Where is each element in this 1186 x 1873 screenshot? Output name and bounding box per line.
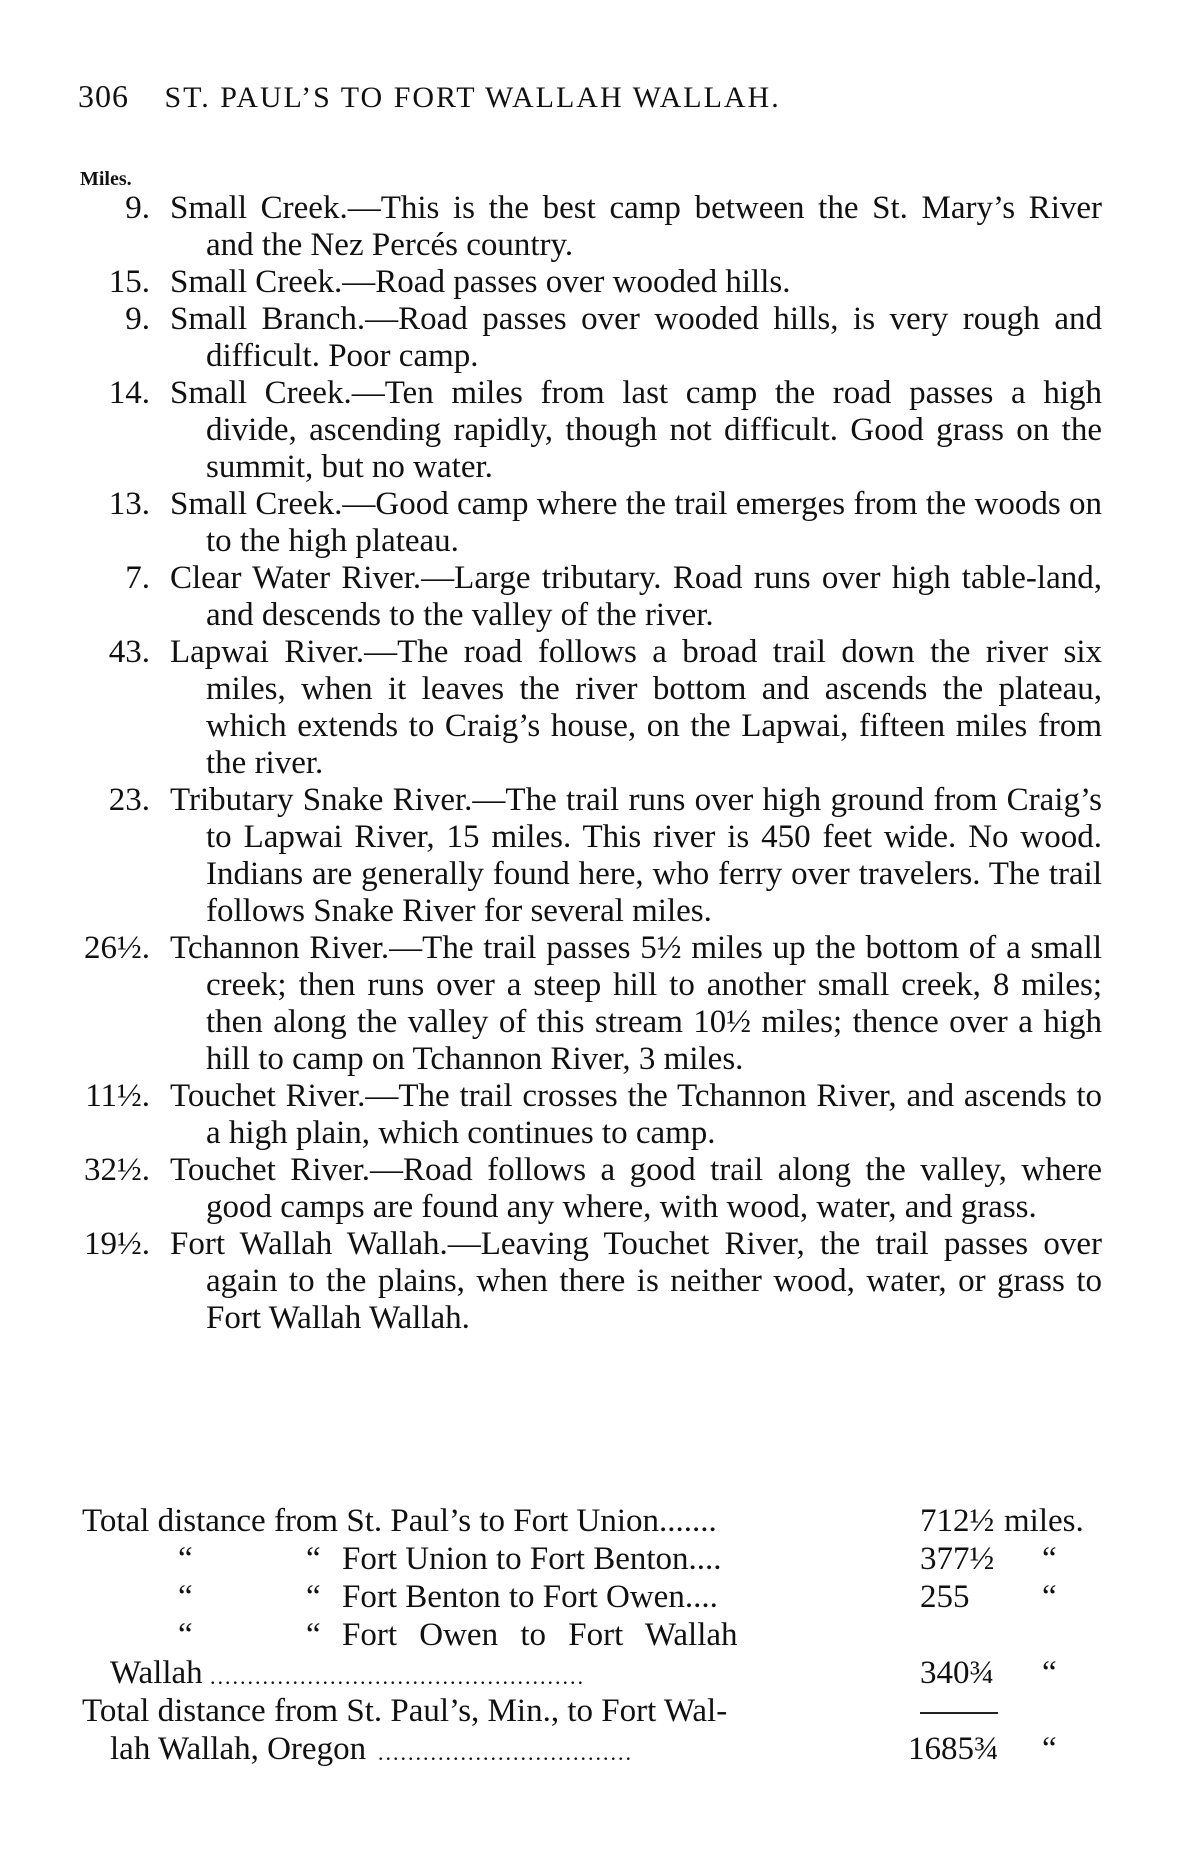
itinerary-entry [72, 301, 1102, 375]
leader-dots: .................................................. [210, 1664, 585, 1689]
itinerary-entry [72, 634, 1102, 782]
totals-label: Fort Benton to Fort Owen.... [342, 1579, 718, 1615]
totals-label: Fort Union to Fort Benton.... [342, 1541, 722, 1577]
totals-row [82, 1502, 1112, 1540]
entry-miles: 23. [108, 782, 150, 818]
totals-unit: “ [1042, 1731, 1057, 1767]
entry-text: Small Creek.—Good camp where the trail emerges from the woods on to the high plateau. [170, 486, 1102, 559]
entry-text: Lapwai River.—The road follows a broad trail down the river six miles, when it leaves the river bottom and ascends the plateau, which extends to Craig’s house, on the Lapwai, fifteen miles from the river. [170, 634, 1102, 781]
totals-unit: “ [1042, 1541, 1057, 1577]
itinerary-entry [72, 486, 1102, 560]
entry-text: Tributary Snake River.—The trail runs over high ground from Craig’s to Lapwai River, 15 miles. This river is 450 feet wide. No wood. Indians are generally found here, who ferry over travelers. The trail follows Snake River for several miles. [170, 782, 1102, 929]
totals-label: Fort Owen to Fort Wallah [342, 1617, 738, 1653]
entry-miles: 11½. [85, 1078, 150, 1114]
itinerary-entry [72, 782, 1102, 930]
entry-miles: 32½. [84, 1152, 150, 1188]
entry-miles: 7. [125, 560, 150, 596]
totals-value: 340¾ [920, 1655, 995, 1691]
totals-label: Total distance from St. Paul’s to Fort Union....... [82, 1503, 717, 1539]
entry-text: Touchet River.—Road follows a good trail along the valley, where good camps are found any where, with wood, water, and grass. [170, 1152, 1102, 1225]
entry-text: Small Creek.—This is the best camp between the St. Mary’s River and the Nez Percés country. [170, 190, 1102, 263]
leader-dots: .................................. [378, 1740, 633, 1765]
entry-miles: 14. [108, 375, 150, 411]
ditto-mark: “ [178, 1541, 193, 1577]
totals-unit: “ [1042, 1655, 1057, 1691]
totals-row [82, 1654, 1112, 1692]
entry-miles: 43. [108, 634, 150, 670]
ditto-mark: “ [306, 1541, 321, 1577]
running-header [78, 78, 781, 115]
itinerary-list [72, 190, 1102, 1337]
entry-text: Small Creek.—Ten miles from last camp the road passes a high divide, ascending rapidly, though not difficult. Good grass on the summit, but no water. [170, 375, 1102, 485]
itinerary-entry [72, 1226, 1102, 1337]
totals-value: 255 [920, 1579, 970, 1615]
sum-rule [920, 1712, 998, 1714]
itinerary-entry [72, 190, 1102, 264]
totals-value: 1685¾ [908, 1731, 999, 1767]
totals-row [82, 1616, 1112, 1654]
totals-value: 377½ [920, 1541, 995, 1577]
totals-label: Total distance from St. Paul’s, Min., to Fort Wal- [82, 1693, 728, 1729]
itinerary-entry [72, 1152, 1102, 1226]
entry-miles: 9. [125, 190, 150, 226]
totals-unit: “ [1042, 1579, 1057, 1615]
itinerary-entry [72, 264, 1102, 301]
entry-miles: 26½. [84, 930, 150, 966]
totals-unit: miles. [1004, 1503, 1084, 1539]
itinerary-entry [72, 375, 1102, 486]
totals-row [82, 1540, 1112, 1578]
distance-totals-table [82, 1502, 1112, 1768]
totals-label: lah Wallah, Oregon [110, 1731, 367, 1767]
itinerary-entry [72, 930, 1102, 1078]
entry-text: Touchet River.—The trail crosses the Tchannon River, and ascends to a high plain, which continues to camp. [170, 1078, 1102, 1151]
totals-value: 712½ [920, 1503, 995, 1539]
entry-text: Small Creek.—Road passes over wooded hills. [170, 264, 791, 300]
entry-text: Tchannon River.—The trail passes 5½ miles up the bottom of a small creek; then runs over a steep hill to another small creek, 8 miles; then along the valley of this stream 10½ miles; thence over a high hill to camp on Tchannon River, 3 miles. [170, 930, 1102, 1077]
itinerary-entry [72, 560, 1102, 634]
entry-text: Fort Wallah Wallah.—Leaving Touchet River, the trail passes over again to the plains, when there is neither wood, water, or grass to Fort Wallah Wallah. [170, 1226, 1102, 1336]
ditto-mark: “ [306, 1579, 321, 1615]
ditto-mark: “ [178, 1617, 193, 1653]
ditto-mark: “ [178, 1579, 193, 1615]
running-title: ST. PAUL’S TO FORT WALLAH WALLAH. [164, 81, 781, 114]
entry-miles: 9. [125, 301, 150, 337]
totals-label: Wallah [110, 1655, 203, 1691]
entry-text: Clear Water River.—Large tributary. Road runs over high table-land, and descends to the valley of the river. [170, 560, 1102, 633]
totals-row [82, 1730, 1112, 1768]
entry-text: Small Branch.—Road passes over wooded hills, is very rough and difficult. Poor camp. [170, 301, 1102, 374]
entry-miles: 19½. [84, 1226, 150, 1262]
entry-miles: 15. [108, 264, 150, 300]
totals-row [82, 1578, 1112, 1616]
miles-column-label: Miles. [80, 168, 132, 190]
totals-row [82, 1692, 1112, 1730]
page-number: 306 [78, 78, 129, 114]
entry-miles: 13. [108, 486, 150, 522]
itinerary-entry [72, 1078, 1102, 1152]
ditto-mark: “ [306, 1617, 321, 1653]
